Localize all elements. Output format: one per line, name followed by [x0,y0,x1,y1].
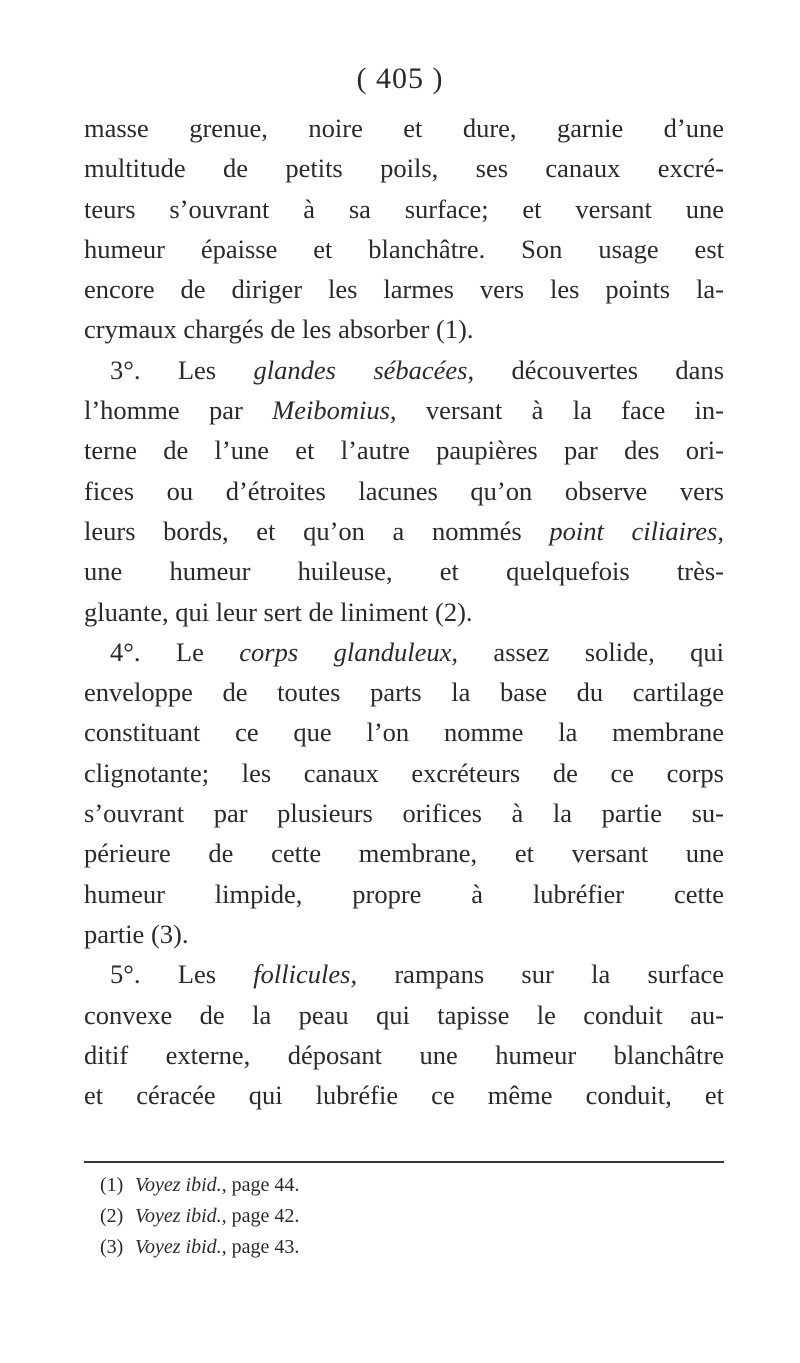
text-line: 4°. Le corps glanduleux, assez solide, qui [110,636,725,667]
footnote-mark: (3) [100,1236,124,1258]
italic-term: point ciliaires, [549,515,724,546]
text-line: clignotante; les canaux excréteurs de ce corps [84,757,724,788]
footnote-reference: Voyez ibid. [135,1205,222,1227]
italic-term: follicules, [253,959,358,990]
text-line: s’ouvrant par plusieurs orifices à la partie su- [84,798,724,829]
footnote: (1) Voyez ibid., page 44. [100,1170,299,1201]
italic-term: glandes sébacées, [253,354,475,385]
footnotes [100,1170,299,1263]
text-line: gluante, qui leur sert de liniment (2). [84,596,473,627]
text-line: périeure de cette membrane, et versant une [84,838,724,869]
footnote-divider [84,1161,724,1163]
text-line: enveloppe de toutes parts la base du cartilage [84,677,724,708]
text-line: crymaux chargés de les absorber (1). [84,314,474,345]
text-line: multitude de petits poils, ses canaux excré- [84,153,724,184]
text-line: masse grenue, noire et dure, garnie d’une [84,113,724,143]
text-line: encore de diriger les larmes vers les points la- [84,274,724,305]
text-line: teurs s’ouvrant à sa surface; et versant une [84,193,724,224]
text-line: partie (3). [84,918,189,949]
italic-term: corps glanduleux, [239,636,458,667]
page-number: ( 405 ) [356,62,444,95]
text-line: une humeur huileuse, et quelquefois très- [84,556,724,587]
footnote-reference: Voyez ibid. [135,1174,222,1196]
italic-name: Meibomius [272,395,390,426]
footnote: (3) Voyez ibid., page 43. [100,1232,299,1263]
text-line: convexe de la peau qui tapisse le conduit au- [84,999,724,1030]
text-line: ditif externe, déposant une humeur blanchâtre [84,1039,724,1070]
text-line: l’homme par Meibomius, versant à la face in- [84,395,724,426]
text-line: terne de l’une et l’autre paupières par des ori- [84,435,724,466]
body-text [84,108,724,1115]
text-line: et céracée qui lubréfie ce même conduit, et [84,1080,724,1111]
footnote-reference: Voyez ibid. [135,1236,222,1258]
footnote-mark: (2) [100,1205,124,1227]
text-line: humeur limpide, propre à lubréfier cette [84,878,724,909]
footnote: (2) Voyez ibid., page 42. [100,1201,299,1232]
text-line: 3°. Les glandes sébacées, découvertes dans [110,354,725,385]
text-line: humeur épaisse et blanchâtre. Son usage est [84,233,724,264]
text-line: constituant ce que l’on nomme la membrane [84,717,724,748]
footnote-mark: (1) [100,1174,124,1196]
text-line: leurs bords, et qu’on a nommés point ciliaires, [84,515,724,546]
text-line: fices ou d’étroites lacunes qu’on observe vers [84,475,724,506]
text-line: 5°. Les follicules, rampans sur la surface [110,959,724,990]
